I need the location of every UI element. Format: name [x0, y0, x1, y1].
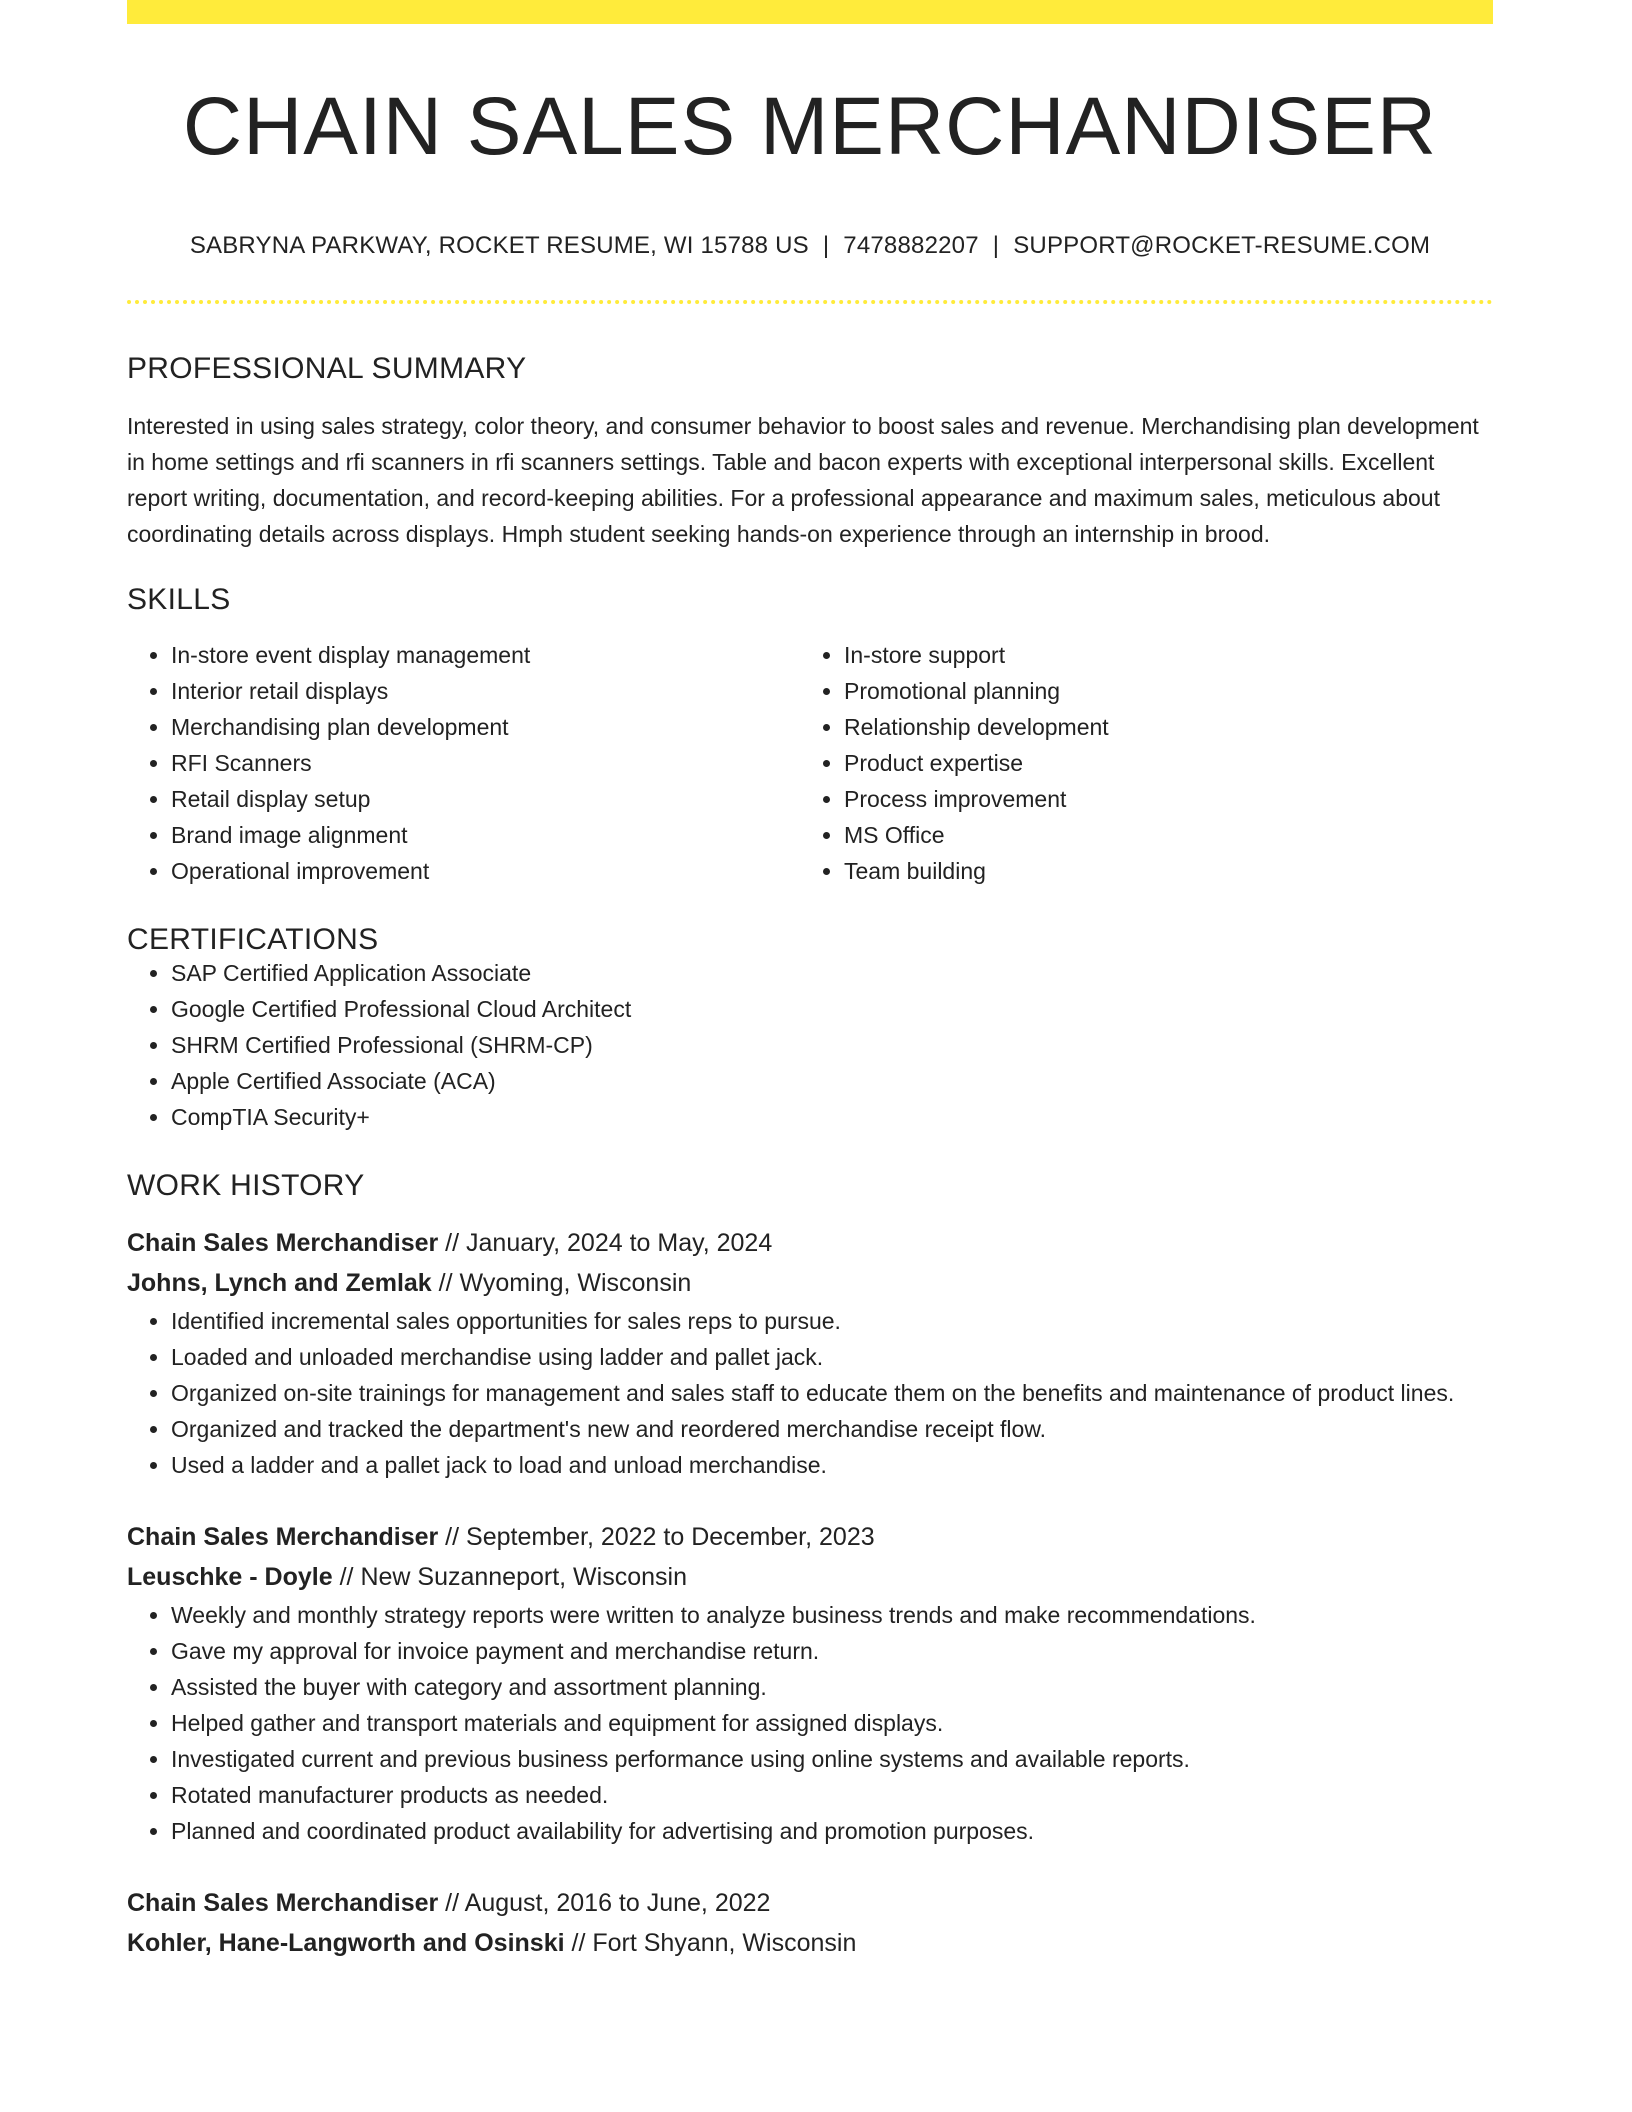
- contact-email: SUPPORT@ROCKET-RESUME.COM: [1013, 232, 1431, 259]
- contact-phone: 7478882207: [843, 232, 979, 259]
- skill-item: • Interior retail displays: [171, 673, 800, 709]
- skill-item: • In-store event display management: [171, 637, 800, 673]
- job-entry: [127, 1223, 1493, 1483]
- certification-item: • CompTIA Security+: [171, 1099, 1493, 1135]
- job-divider: //: [431, 1269, 460, 1297]
- certification-item: • SHRM Certified Professional (SHRM-CP): [171, 1027, 1493, 1063]
- job-company: Leuschke - Doyle: [127, 1563, 333, 1591]
- top-accent-bar: [127, 0, 1493, 24]
- certifications-heading: CERTIFICATIONS: [127, 923, 379, 956]
- job-title-line: [127, 1883, 1493, 1923]
- job-divider: //: [438, 1523, 467, 1551]
- job-bullet: • Weekly and monthly strategy reports were written to analyze business trends and make recommendations.: [171, 1597, 1493, 1633]
- certification-item: • Apple Certified Associate (ACA): [171, 1063, 1493, 1099]
- job-bullet: • Organized on-site trainings for management and sales staff to educate them on the benefits and maintenance of product lines.: [171, 1375, 1493, 1411]
- job-company-line: [127, 1263, 1493, 1303]
- dotted-divider: [127, 300, 1493, 304]
- skills-column-right: [800, 637, 1473, 889]
- job-title: Chain Sales Merchandiser: [127, 1229, 439, 1257]
- certification-item: • SAP Certified Application Associate: [171, 955, 1493, 991]
- resume-title: CHAIN SALES MERCHANDISER: [182, 81, 1438, 172]
- job-company-line: [127, 1923, 1493, 1963]
- work-history-list: [127, 1223, 1493, 1963]
- summary-heading: PROFESSIONAL SUMMARY: [127, 352, 527, 385]
- skill-item: • MS Office: [844, 817, 1473, 853]
- skill-item: • Operational improvement: [171, 853, 800, 889]
- job-location: Fort Shyann, Wisconsin: [592, 1929, 857, 1957]
- contact-separator: |: [992, 232, 1000, 259]
- skills-grid: [127, 637, 1493, 889]
- job-entry: [127, 1517, 1493, 1849]
- certification-item: • Google Certified Professional Cloud Architect: [171, 991, 1493, 1027]
- skills-column-left: [127, 637, 800, 889]
- skill-item: • Team building: [844, 853, 1473, 889]
- job-title: Chain Sales Merchandiser: [127, 1889, 439, 1917]
- job-location: New Suzanneport, Wisconsin: [360, 1563, 687, 1591]
- job-title-line: [127, 1517, 1493, 1557]
- job-company: Kohler, Hane-Langworth and Osinski: [127, 1929, 565, 1957]
- job-bullets: [127, 1303, 1493, 1483]
- job-dates: August, 2016 to June, 2022: [464, 1889, 771, 1917]
- skill-item: • RFI Scanners: [171, 745, 800, 781]
- job-bullet: • Organized and tracked the department's new and reordered merchandise receipt flow.: [171, 1411, 1493, 1447]
- job-dates: January, 2024 to May, 2024: [466, 1229, 773, 1257]
- skill-item: • Process improvement: [844, 781, 1473, 817]
- job-bullet: • Investigated current and previous business performance using online systems and available reports.: [171, 1741, 1493, 1777]
- skill-item: • Relationship development: [844, 709, 1473, 745]
- job-entry: [127, 1883, 1493, 1963]
- summary-text: Interested in using sales strategy, color theory, and consumer behavior to boost sales and revenue. Merchandising plan development in home settings and rfi scanners in rfi scanners settings. Table and bacon experts with exceptional interpersonal skills. Excellent report writing, documentation, and record-keeping abilities. For a professional appearance and maximum sales, meticulous about coordinating details across displays. Hmph student seeking hands-on experience through an internship in brood.: [127, 413, 1479, 547]
- job-bullet: • Rotated manufacturer products as needed.: [171, 1777, 1493, 1813]
- skills-list-right: [800, 637, 1473, 889]
- job-bullet: • Identified incremental sales opportunities for sales reps to pursue.: [171, 1303, 1493, 1339]
- job-divider: //: [438, 1229, 467, 1257]
- skill-item: • Brand image alignment: [171, 817, 800, 853]
- job-divider: //: [438, 1889, 465, 1917]
- job-bullet: • Gave my approval for invoice payment and merchandise return.: [171, 1633, 1493, 1669]
- skills-list-left: [127, 637, 800, 889]
- job-bullet: • Used a ladder and a pallet jack to load and unload merchandise.: [171, 1447, 1493, 1483]
- skill-item: • Product expertise: [844, 745, 1473, 781]
- certifications-list: [127, 955, 1493, 1135]
- job-bullet: • Loaded and unloaded merchandise using ladder and pallet jack.: [171, 1339, 1493, 1375]
- skill-item: • Merchandising plan development: [171, 709, 800, 745]
- job-title: Chain Sales Merchandiser: [127, 1523, 439, 1551]
- skill-item: • Retail display setup: [171, 781, 800, 817]
- job-divider: //: [332, 1563, 361, 1591]
- contact-address: SABRYNA PARKWAY, ROCKET RESUME, WI 15788 US: [189, 232, 809, 259]
- job-bullet: • Planned and coordinated product availability for advertising and promotion purposes.: [171, 1813, 1493, 1849]
- contact-separator: |: [822, 232, 830, 259]
- job-divider: //: [564, 1929, 593, 1957]
- job-title-line: [127, 1223, 1493, 1263]
- work-history-heading: WORK HISTORY: [127, 1169, 365, 1202]
- job-bullet: • Assisted the buyer with category and assortment planning.: [171, 1669, 1493, 1705]
- contact-line: [127, 232, 1493, 260]
- job-dates: September, 2022 to December, 2023: [466, 1523, 875, 1551]
- resume-page: [127, 0, 1493, 1963]
- job-company-line: [127, 1557, 1493, 1597]
- skills-heading: SKILLS: [127, 583, 231, 616]
- job-location: Wyoming, Wisconsin: [459, 1269, 692, 1297]
- skill-item: • In-store support: [844, 637, 1473, 673]
- job-company: Johns, Lynch and Zemlak: [127, 1269, 432, 1297]
- job-bullet: • Helped gather and transport materials and equipment for assigned displays.: [171, 1705, 1493, 1741]
- job-bullets: [127, 1597, 1493, 1849]
- skill-item: • Promotional planning: [844, 673, 1473, 709]
